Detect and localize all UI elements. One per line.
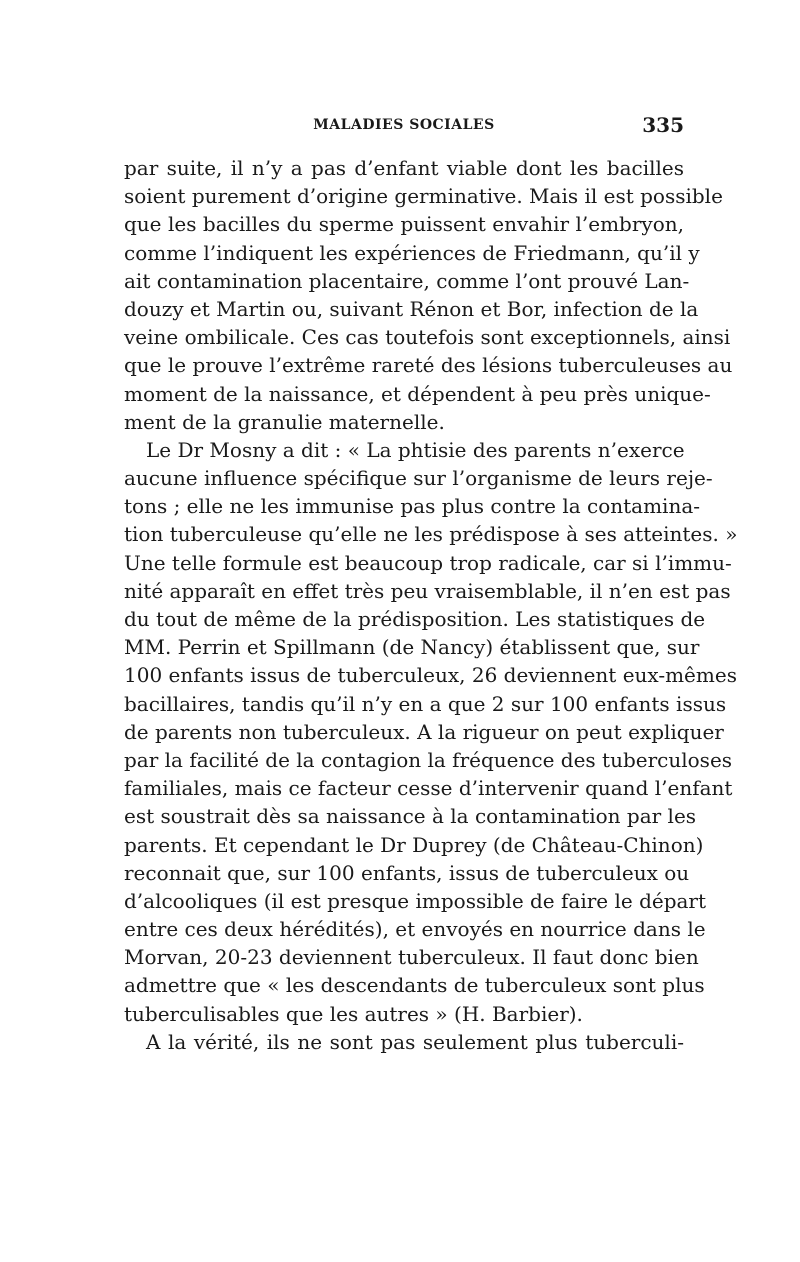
text-line: bacillaires, tandis qu’il n’y en a que 2 sur 100 enfants issus: [124, 691, 727, 716]
text-line: 100 enfants issus de tuberculeux, 26 deviennent eux-mêmes: [124, 663, 737, 688]
body-text: [124, 154, 738, 1056]
text-line: soient purement d’origine germinative. Mais il est possible: [124, 184, 723, 209]
text-line: moment de la naissance, et dépendent à peu près unique-: [124, 381, 711, 406]
text-line: MM. Perrin et Spillmann (de Nancy) établissent que, sur: [124, 635, 700, 660]
text-line: ait contamination placentaire, comme l’ont prouvé Lan-: [124, 268, 690, 293]
text-line: entre ces deux hérédités), et envoyés en nourrice dans le: [124, 917, 706, 942]
text-line: de parents non tuberculeux. A la rigueur on peut expliquer: [124, 719, 724, 744]
text-line: admettre que « les descendants de tuberculeux sont plus: [124, 973, 705, 998]
text-line: par la facilité de la contagion la fréquence des tuberculoses: [124, 747, 733, 772]
text-line: tion tuberculeuse qu’elle ne les prédispose à ses atteintes. »: [124, 522, 738, 547]
text-line: nité apparaît en effet très peu vraisemblable, il n’en est pas: [124, 578, 731, 603]
text-line: tons ; elle ne les immunise pas plus contre la contamina-: [124, 494, 701, 519]
text-line: parents. Et cependant le Dr Duprey (de Château-Chinon): [124, 832, 704, 857]
text-line: ment de la granulie maternelle.: [124, 409, 445, 434]
text-line: familiales, mais ce facteur cesse d’intervenir quand l’enfant: [124, 776, 733, 801]
text-line: comme l’indiquent les expériences de Friedmann, qu’il y: [124, 240, 700, 265]
text-line: du tout de même de la prédisposition. Les statistiques de: [124, 607, 706, 631]
page-number: 335: [642, 113, 684, 137]
text-line: Une telle formule est beaucoup trop radicale, car si l’immu-: [124, 550, 732, 575]
text-line: douzy et Martin ou, suivant Rénon et Bor, infection de la: [124, 296, 699, 321]
text-line: aucune influence spécifique sur l’organisme de leurs reje-: [124, 466, 713, 491]
text-line: par suite, il n’y a pas d’enfant viable dont les bacilles: [124, 156, 684, 180]
text-line: reconnait que, sur 100 enfants, issus de tuberculeux ou: [124, 860, 690, 885]
text-line: que le prouve l’extrême rareté des lésions tuberculeuses au: [124, 353, 733, 378]
text-line: Le Dr Mosny a dit : « La phtisie des parents n’exerce: [146, 437, 685, 462]
text-line: Morvan, 20-23 deviennent tuberculeux. Il faut donc bien: [124, 945, 699, 970]
text-line: d’alcooliques (il est presque impossible de faire le départ: [124, 888, 707, 913]
text-line: est soustrait dès sa naissance à la contamination par les: [124, 804, 697, 829]
text-line: A la vérité, ils ne sont pas seulement plus tuberculi-: [146, 1029, 684, 1054]
page-header: [124, 113, 684, 141]
text-line: que les bacilles du sperme puissent envahir l’embryon,: [124, 212, 684, 237]
text-line: veine ombilicale. Ces cas toutefois sont exceptionnels, ainsi: [124, 325, 731, 350]
text-line: tuberculisables que les autres » (H. Barbier).: [124, 1001, 583, 1026]
running-head: MALADIES SOCIALES: [313, 117, 495, 133]
